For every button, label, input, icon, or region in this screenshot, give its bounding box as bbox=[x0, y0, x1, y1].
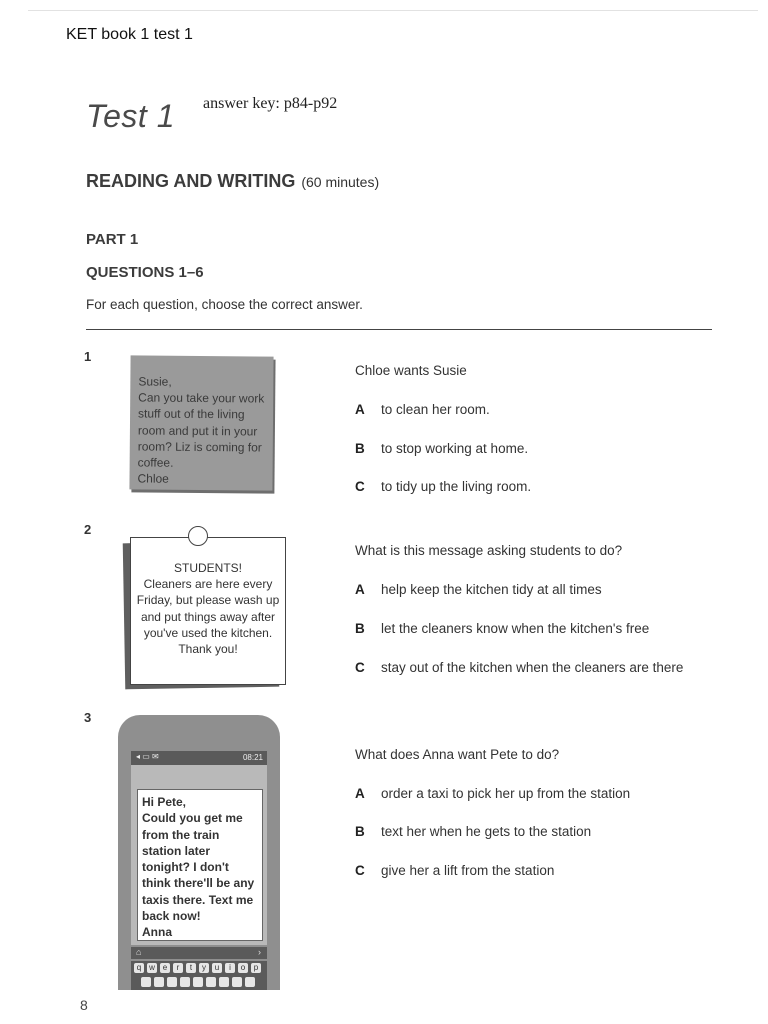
question-prompt: What does Anna want Pete to do? bbox=[355, 747, 560, 762]
keyboard-key bbox=[167, 977, 177, 987]
option-text: to tidy up the living room. bbox=[381, 479, 532, 494]
sticky-note-text: Susie, Can you take your work stuff out of the living room and put it in your room? Liz is coming for coffee. Chloe bbox=[137, 374, 265, 486]
notice-text: STUDENTS! Cleaners are here every Friday, but please wash up and put things away after you've used the kitchen. Thank you! bbox=[136, 561, 280, 657]
keyboard-key: e bbox=[160, 963, 170, 973]
option-text: to clean her room. bbox=[381, 402, 490, 417]
option-text: stay out of the kitchen when the cleaners are there bbox=[381, 660, 684, 675]
section-time: (60 minutes) bbox=[301, 174, 380, 190]
part-label: PART 1 bbox=[86, 231, 139, 248]
answer-option[interactable] bbox=[355, 863, 554, 878]
question-number: 2 bbox=[84, 522, 92, 537]
instruction-text: For each question, choose the correct answer. bbox=[86, 297, 363, 312]
keyboard-key bbox=[232, 977, 242, 987]
section-name: READING AND WRITING bbox=[86, 171, 296, 191]
keyboard-key bbox=[206, 977, 216, 987]
option-text: order a taxi to pick her up from the station bbox=[381, 786, 631, 801]
section-title bbox=[86, 171, 379, 192]
keyboard-key: r bbox=[173, 963, 183, 973]
notice-paper bbox=[130, 537, 286, 685]
option-letter: C bbox=[355, 660, 365, 675]
option-letter: B bbox=[355, 621, 365, 636]
keyboard-key: p bbox=[251, 963, 261, 973]
phone-clock: 08:21 bbox=[242, 753, 263, 762]
answer-option[interactable] bbox=[355, 660, 683, 675]
phone-keyboard bbox=[131, 961, 267, 990]
answer-option[interactable] bbox=[355, 441, 528, 456]
answer-option[interactable] bbox=[355, 786, 630, 801]
question-number: 3 bbox=[84, 710, 92, 725]
answer-option[interactable] bbox=[355, 479, 531, 494]
question-number: 1 bbox=[84, 349, 92, 364]
option-text: let the cleaners know when the kitchen's free bbox=[381, 621, 650, 636]
keyboard-key bbox=[154, 977, 164, 987]
questions-range: QUESTIONS 1–6 bbox=[86, 264, 204, 281]
keyboard-key: o bbox=[238, 963, 248, 973]
phone-status-bar bbox=[131, 751, 267, 765]
answer-option[interactable] bbox=[355, 824, 591, 839]
option-letter: C bbox=[355, 863, 365, 878]
keyboard-key bbox=[180, 977, 190, 987]
option-letter: A bbox=[355, 786, 365, 801]
option-letter: A bbox=[355, 402, 365, 417]
question-prompt: What is this message asking students to do? bbox=[355, 543, 623, 558]
question-prompt: Chloe wants Susie bbox=[355, 363, 467, 378]
sticky-note bbox=[129, 355, 273, 490]
answer-key-note: answer key: p84-p92 bbox=[203, 95, 338, 112]
document-title: KET book 1 test 1 bbox=[66, 26, 193, 43]
test-title: Test 1 bbox=[86, 98, 175, 134]
keyboard-key bbox=[219, 977, 229, 987]
keyboard-key: q bbox=[134, 963, 144, 973]
option-letter: A bbox=[355, 582, 365, 597]
page-number: 8 bbox=[80, 997, 88, 1013]
option-text: text her when he gets to the station bbox=[381, 824, 592, 839]
send-icon: › bbox=[258, 947, 261, 957]
option-letter: B bbox=[355, 824, 365, 839]
top-divider bbox=[28, 10, 758, 11]
answer-option[interactable] bbox=[355, 582, 602, 597]
option-text: to stop working at home. bbox=[381, 441, 529, 456]
option-letter: C bbox=[355, 479, 365, 494]
phone-input-bar bbox=[131, 947, 267, 959]
keyboard-key bbox=[141, 977, 151, 987]
keyboard-key: y bbox=[199, 963, 209, 973]
phone-illustration bbox=[118, 715, 280, 990]
text-message-body: Hi Pete, Could you get me from the train station later tonight? I don't think there'll be any taxis there. Text me back now! Anna bbox=[142, 795, 255, 940]
keyboard-key bbox=[193, 977, 203, 987]
text-message bbox=[137, 789, 263, 941]
keyboard-key: w bbox=[147, 963, 157, 973]
keyboard-key bbox=[245, 977, 255, 987]
section-divider bbox=[86, 329, 712, 330]
keyboard-key: t bbox=[186, 963, 196, 973]
option-text: give her a lift from the station bbox=[381, 863, 555, 878]
option-letter: B bbox=[355, 441, 365, 456]
option-text: help keep the kitchen tidy at all times bbox=[381, 582, 602, 597]
signal-icon: ◂ ▭ ✉ bbox=[136, 752, 159, 761]
pin-icon bbox=[188, 526, 208, 546]
answer-option[interactable] bbox=[355, 402, 490, 417]
keyboard-key: u bbox=[212, 963, 222, 973]
home-icon: ⌂ bbox=[136, 947, 142, 957]
keyboard-key: i bbox=[225, 963, 235, 973]
answer-option[interactable] bbox=[355, 621, 649, 636]
